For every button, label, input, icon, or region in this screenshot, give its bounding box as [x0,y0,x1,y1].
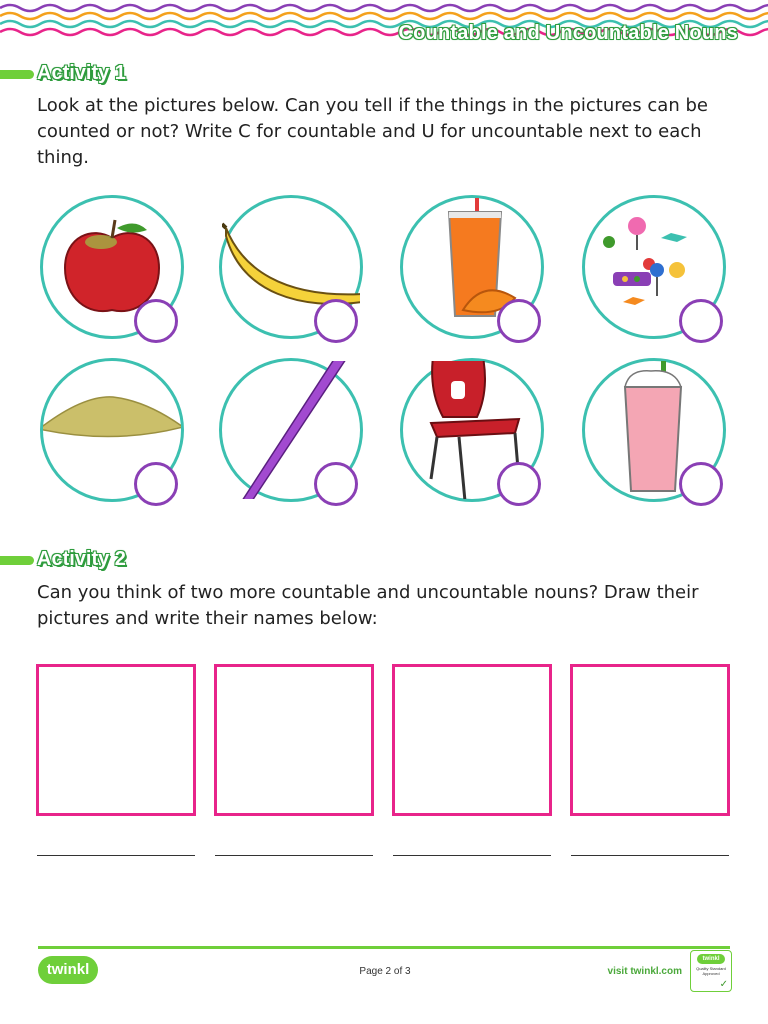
name-line-2[interactable] [215,855,373,856]
name-line-4[interactable] [571,855,729,856]
twinkl-logo [38,956,98,984]
drawing-box-1[interactable] [36,664,196,816]
name-line-1[interactable] [37,855,195,856]
activity1-instructions: Look at the pictures below. Can you tell if the things in the pictures can be counted or not? Write C for countable and U for uncountable next to each thing. [37,95,708,168]
answer-circle-flour[interactable] [134,462,178,506]
drawing-box-4[interactable] [570,664,730,816]
answer-circle-milkshake[interactable] [679,462,723,506]
activity1-title: Activity 1 [37,62,126,84]
name-line-3[interactable] [393,855,551,856]
badge-line-2: Quality Standard [696,966,726,971]
badge-line-3: Approved [702,971,720,976]
page-number: Page 2 of 3 [359,966,411,977]
badge-logo: twinkl [697,954,725,964]
activity1-marker [0,70,34,79]
answer-circle-apple[interactable] [134,299,178,343]
twinkl-logo-text: twinkl [46,961,90,978]
answer-circle-sweets[interactable] [679,299,723,343]
quality-standard-badge [690,950,732,992]
answer-circle-chair[interactable] [497,462,541,506]
activity2-marker [0,556,34,565]
drawing-box-2[interactable] [214,664,374,816]
answer-circle-orange-juice[interactable] [497,299,541,343]
drawing-box-3[interactable] [392,664,552,816]
checkmark-icon: ✓ [719,979,728,990]
activity2-instructions: Can you think of two more countable and uncountable nouns? Draw their pictures and write their names below: [37,582,699,629]
footer-rule [38,946,730,949]
answer-circle-banana[interactable] [314,299,358,343]
activity2-title: Activity 2 [37,548,126,570]
answer-circle-pencil[interactable] [314,462,358,506]
worksheet-title: Countable and Uncountable Nouns [398,22,738,44]
visit-link[interactable]: visit twinkl.com [607,966,682,977]
